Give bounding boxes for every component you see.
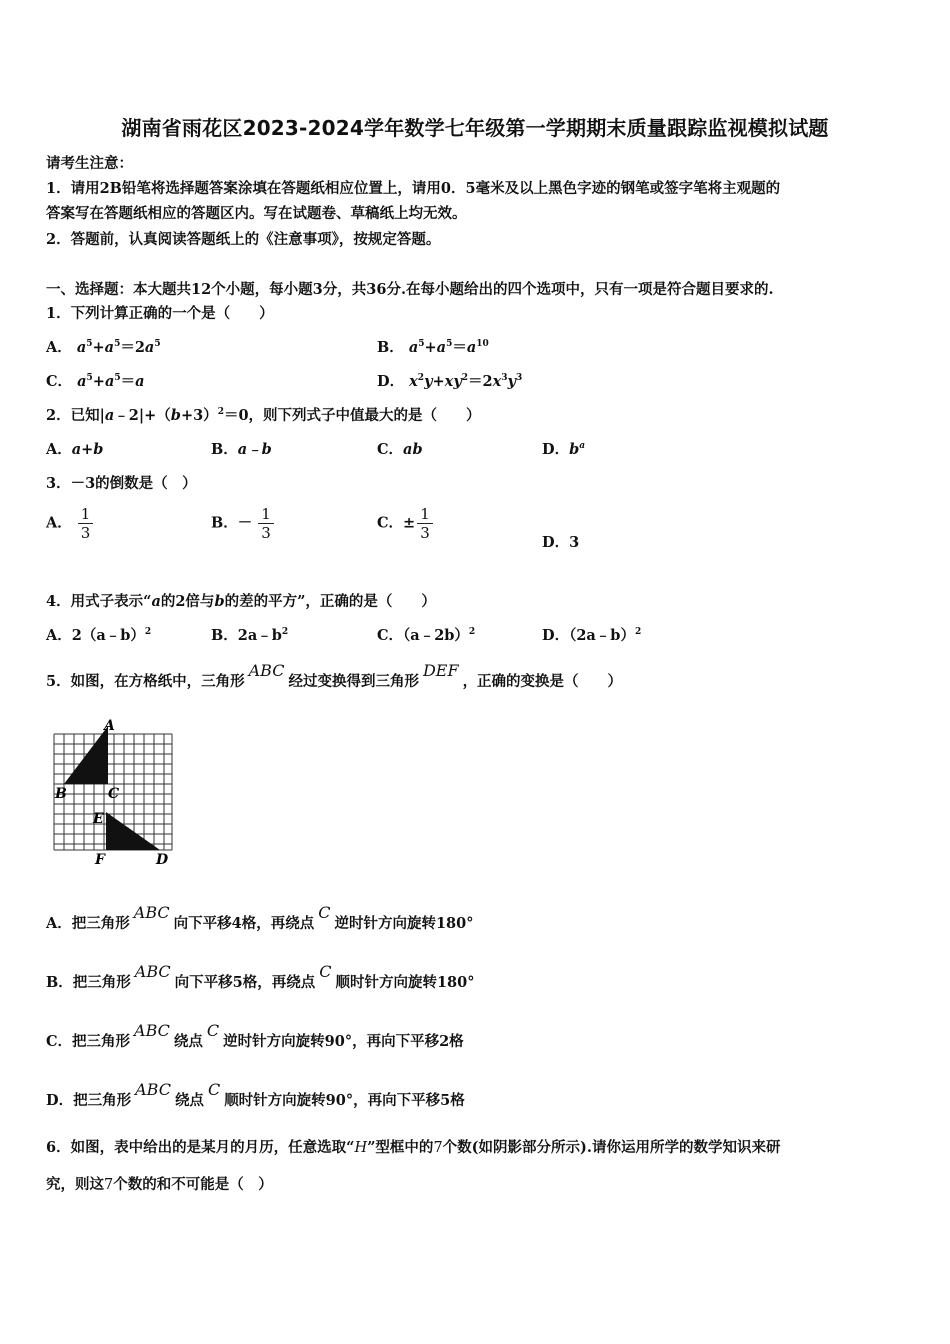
q1-option-b: B． $a^5+a^5=a^{10}$ — [377, 339, 489, 356]
fraction: $\frac{1}{3}$ — [417, 505, 433, 542]
q4-option-d: D．（2a﹣b）$^2$ — [542, 627, 642, 644]
label-f: F — [95, 852, 105, 868]
fraction: $\frac{1}{3}$ — [78, 505, 94, 542]
notice-item-1-line-2: 答案写在答题纸相应的答题区内。写在试题卷、草稿纸上均无效。 — [46, 205, 467, 222]
question-6-line-2: 究，则这7个数的和不可能是（ ） — [46, 1176, 273, 1193]
triangle-abc — [64, 726, 108, 784]
q4-option-a: A．2（a﹣b）$^2$ — [46, 627, 152, 644]
q2-option-a: A．a+b — [46, 441, 104, 458]
q1-option-d: D． $x^2y+xy^2=2x^3y^3$ — [377, 373, 523, 390]
q3-option-d: D．3 — [542, 534, 580, 551]
notice-item-2: 2．答题前，认真阅读答题纸上的《注意事项》，按规定答题。 — [46, 231, 441, 248]
q3-option-b: B．－ $\frac{1}{3}$ — [211, 505, 274, 542]
label-e: E — [93, 811, 104, 827]
question-6-line-1: 6．如图，表中给出的是某月的月历，任意选取“H”型框中的7个数(如阴影部分所示).请你运用所学的数学知识来研 — [46, 1139, 781, 1156]
label-c: C — [108, 786, 120, 802]
q2-option-b: B．a﹣b — [211, 441, 272, 458]
q5-option-c: C．把三角形ABC绕点C逆时针方向旋转90°，再向下平移2格 — [46, 1021, 464, 1050]
q4-option-b: B．$2a﹣b^2$ — [211, 627, 289, 644]
label-a: A — [104, 718, 115, 734]
q5-option-d: D．把三角形ABC绕点C顺时针方向旋转90°，再向下平移5格 — [46, 1080, 465, 1109]
q1-option-a: A． $a^5+a^5=2a^5$ — [46, 339, 161, 356]
grid-figure — [48, 716, 178, 868]
q2-option-d: D．$b^a$ — [542, 441, 586, 458]
notice-heading: 请考生注意： — [46, 155, 133, 172]
section-heading: 一、选择题：本大题共12个小题，每小题3分，共36分.在每小题给出的四个选项中，只有一项是符合题目要求的. — [46, 281, 774, 298]
notice-item-1-line-1: 1．请用2B铅笔将选择题答案涂填在答题纸相应位置上，请用0．5毫米及以上黑色字迹的钢笔或签字笔将主观题的 — [46, 180, 781, 197]
q5-option-b: B．把三角形ABC向下平移5格，再绕点C顺时针方向旋转180° — [46, 962, 475, 991]
q3-option-a: A． $\frac{1}{3}$ — [46, 505, 93, 542]
question-5-stem: 5．如图，在方格纸中，三角形ABC经过变换得到三角形DEF，正确的变换是（ ） — [46, 661, 623, 690]
q4-option-c: C．（a﹣2b）$^2$ — [377, 627, 476, 644]
fraction: $\frac{1}{3}$ — [258, 505, 274, 542]
label-d: D — [156, 852, 169, 868]
question-4-stem: 4．用式子表示“a的2倍与b的差的平方”，正确的是（ ） — [46, 593, 436, 610]
q3-option-c: C．± $\frac{1}{3}$ — [377, 505, 433, 542]
q1-option-c: C． $a^5+a^5=a$ — [46, 373, 145, 390]
page-title: 湖南省雨花区2023-2024学年数学七年级第一学期期末质量跟踪监视模拟试题 — [121, 116, 829, 140]
q5-option-a: A．把三角形ABC向下平移4格，再绕点C逆时针方向旋转180° — [46, 903, 474, 932]
label-b: B — [55, 786, 67, 802]
question-2-stem: 2．已知$|a﹣2|+(b+3)^2=0$，则下列式子中值最大的是（ ） — [46, 407, 481, 424]
question-3-stem: 3．－3的倒数是（ ） — [46, 475, 197, 492]
q2-option-c: C．ab — [377, 441, 423, 458]
question-1-stem: 1．下列计算正确的一个是（ ） — [46, 305, 274, 322]
